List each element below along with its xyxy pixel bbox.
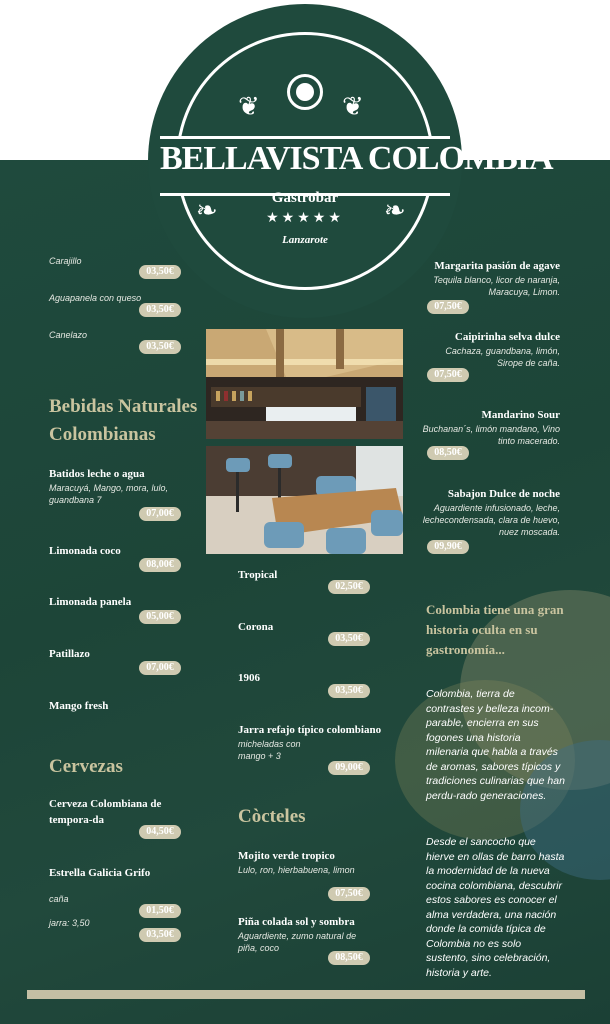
menu-item-name: Margarita pasión de agave [434,260,560,272]
menu-item-description: Aguardiente, zumo natural de piña, coco [238,931,357,953]
menu-item-description: Tequila blanco, licor de naranja, Maracuya, Limon. [433,275,560,297]
menu-item-name: Cerveza Colombiana de tempora-da [49,798,162,826]
price-badge: 08,50€ [427,446,469,460]
menu-item-name: Carajillo [49,256,82,266]
ornament-icon: ❦ [342,92,364,122]
story-paragraph: Colombia, tierra de contrastes y belleza incom-parable, encierra en sus fogones una historia milenaria que habla a través de aromas, sabores típicos y tradiciones culinarias que han perdu-rado generaciones. [426,688,565,802]
menu-item-name: Limonada coco [49,545,121,557]
price-badge: 04,50€ [139,825,181,839]
logo-title: BELLAVISTA COLOMBIA [160,140,553,177]
price-badge: 09,00€ [328,761,370,775]
section-title-cocteles: Còcteles [238,806,306,827]
menu-item-name: Mango fresh [49,700,109,712]
menu-item-name: Corona [238,621,274,633]
menu-item-name: Tropical [238,569,278,581]
price-badge: 08,50€ [328,951,370,965]
price-badge: 03,50€ [328,684,370,698]
menu-item-description: Lulo, ron, hierbabuena, limon [238,865,355,875]
menu-item-name: Sabajon Dulce de noche [447,488,560,500]
price-badge: 07,50€ [427,300,469,314]
menu-item-name: Batidos leche o agua [49,468,145,480]
logo-location: Lanzarote [282,234,328,246]
menu-item-description: Maracuyá, Mango, mora, lulo, guandbana 7 [49,483,169,505]
price-badge: 03,50€ [139,928,181,942]
price-badge: 02,50€ [328,580,370,594]
bottom-divider [27,990,585,999]
section-title-bebidas: Bebidas Naturales Colombianas [49,396,198,445]
price-badge: 07,00€ [139,661,181,675]
story-paragraph: Desde el sancocho que hierve en ollas de barro hasta la modernidad de la nueva cocina colombiana, descubrir estos sabores es conocer el alma verdadera, una nación donde la comida típica de Colombia no es solo sustento, sino celebración, historia y arte. [426,836,565,979]
price-badge: 01,50€ [139,904,181,918]
price-badge: 07,50€ [427,368,469,382]
price-badge: 03,50€ [139,340,181,354]
menu-item-description: Aguardiente infusionado, leche, lechecondensada, clara de huevo, nuez moscada. [422,503,560,537]
menu-item-name: Caipirinha selva dulce [454,331,560,343]
logo-subtitle: Gastrobar [271,190,339,206]
menu-item-name: Piña colada sol y sombra [238,916,355,928]
menu-item-name: Mandarino Sour [481,409,560,421]
price-badge: 07,50€ [328,887,370,901]
menu-item-name: Jarra refajo típico colombiano [238,724,382,736]
menu-item-description: Buchanan´s, limón mandano, Vino tinto macerado. [422,424,560,446]
price-badge: 03,50€ [139,303,181,317]
price-badge: 05,00€ [139,610,181,624]
menu-item-name: Estrella Galicia Grifo [49,867,151,879]
price-badge: 07,00€ [139,507,181,521]
medallion-center [296,83,314,101]
menu-item-name: Limonada panela [49,596,132,608]
ornament-icon: ❧ [196,196,218,226]
menu-item-name: Aguapanela con queso [49,293,142,303]
star-rating-icon: ★★★★★ [266,210,344,226]
menu-item-name: Patillazo [49,648,90,660]
price-badge: 03,50€ [139,265,181,279]
menu-item-option: caña [49,894,69,904]
price-badge: 08,00€ [139,558,181,572]
menu-item-name: Mojito verde tropico [238,850,335,862]
ornament-icon: ❧ [384,196,406,226]
menu-item-name: 1906 [238,672,260,684]
menu-item-description: Cachaza, guandbana, limón, Sirope de caña. [445,346,560,368]
section-title-cervezas: Cervezas [49,756,123,777]
menu-item-description: micheladas con mango + 3 [238,739,301,761]
price-badge: 09,90€ [427,540,469,554]
restaurant-dining-photo [206,446,403,554]
ornament-icon: ❦ [238,92,260,122]
restaurant-bar-photo [206,329,403,439]
story-title: Colombia tiene una gran historia oculta en su gastronomía... [426,602,564,657]
menu-item-name: Canelazo [49,330,88,340]
price-badge: 03,50€ [328,632,370,646]
menu-item-option: jarra: 3,50 [49,918,90,928]
